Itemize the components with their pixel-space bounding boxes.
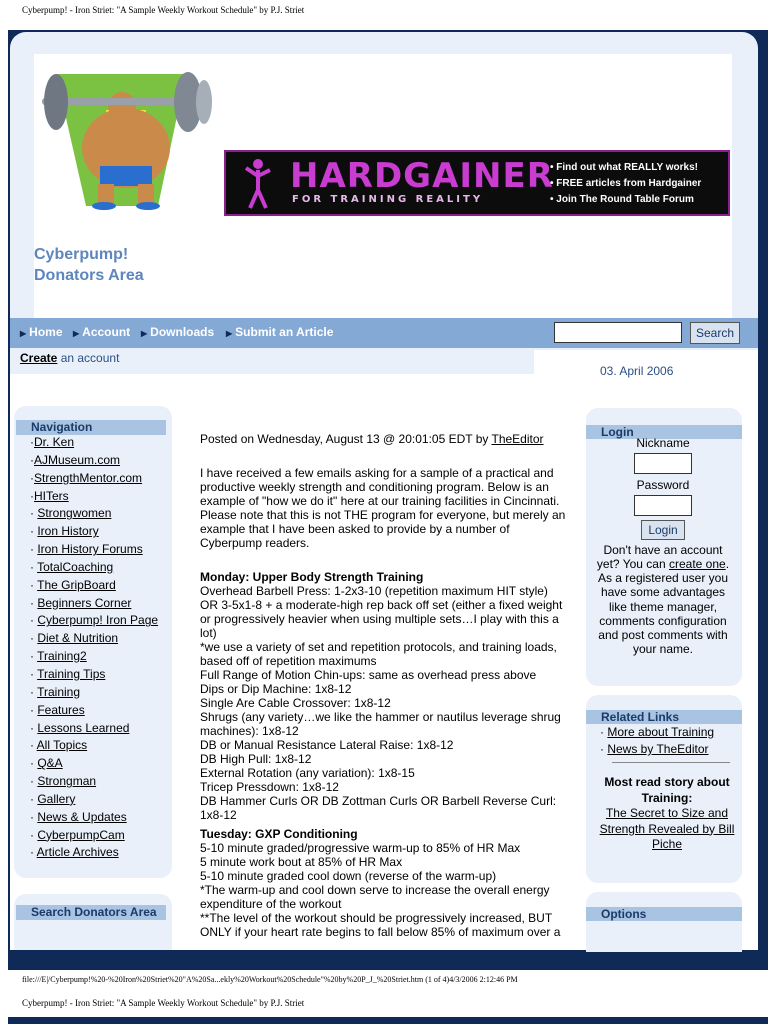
navigation-list (30, 434, 158, 862)
bullet: · (30, 809, 38, 824)
password-input[interactable] (634, 495, 692, 516)
related-link-training[interactable]: More about Training (607, 725, 715, 739)
nav-link-features[interactable]: Features (37, 702, 85, 717)
nav-list-item (30, 827, 158, 845)
ad-bullets (550, 160, 701, 208)
nav-link-all-topics[interactable]: All Topics (36, 738, 88, 753)
page2-frame (8, 1017, 768, 1024)
nav-list-item (30, 844, 158, 862)
options-box (586, 892, 742, 952)
print-header-page2: Cyberpump! - Iron Striet: "A Sample Weekly Workout Schedule" by P.J. Striet (22, 998, 305, 1008)
exercise-line: Single Are Cable Crossover: 1x8-12 (200, 696, 391, 710)
exercise-line: *we use a variety of set and repetition protocols, and training loads, based off of repetition maximums (200, 640, 557, 668)
site-title-line1: Cyberpump! (34, 246, 129, 263)
search-button[interactable]: Search (690, 322, 740, 344)
create-one-link[interactable]: create one (669, 557, 726, 572)
nav-list-item (30, 559, 158, 577)
login-text-before: Don't have an account yet? You can (596, 543, 723, 572)
date-area (534, 350, 758, 406)
exercise-line: Shrugs (any variety…we like the hammer or nautilus leverage shrug machines): 1x8-12 (200, 710, 561, 738)
most-read-story (594, 775, 740, 853)
nav-list-item (30, 577, 158, 595)
nav-link-news-updates[interactable]: News & Updates (37, 809, 127, 824)
search-donators-heading: Search Donators Area (16, 905, 166, 920)
nav-list-item (30, 648, 158, 666)
bullet: · (30, 470, 34, 485)
author-link[interactable]: TheEditor (491, 432, 544, 446)
nav-link-ajmuseum[interactable]: AJMuseum.com (34, 452, 121, 467)
nav-list-item (30, 702, 158, 720)
nickname-input[interactable] (634, 453, 692, 474)
nickname-label: Nickname (636, 436, 690, 450)
nav-link-gripboard[interactable]: The GripBoard (37, 577, 116, 592)
create-account-text (20, 351, 119, 365)
nav-link-iron-history-forums[interactable]: Iron History Forums (37, 542, 143, 557)
exercise-line: DB or Manual Resistance Lateral Raise: 1x8-12 (200, 738, 454, 752)
site-title (34, 244, 144, 286)
arrow-right-icon: ▶ (20, 329, 27, 338)
nav-link-training[interactable]: Training (37, 684, 81, 699)
bullet: · (30, 631, 38, 646)
ad-bullet: • Join The Round Table Forum (550, 194, 694, 205)
bullet: · (30, 595, 38, 610)
nav-list-item (30, 773, 158, 791)
navigation-heading: Navigation (16, 420, 166, 435)
ad-title: HARDGAINER (290, 156, 554, 196)
nav-account[interactable] (73, 325, 130, 339)
bullet: · (30, 791, 38, 806)
nav-list-item (30, 434, 158, 452)
current-date: 03. April 2006 (600, 364, 674, 378)
exercise-line: DB Hammer Curls OR DB Zottman Curls OR Barbell Reverse Curl: 1x8-12 (200, 794, 557, 822)
nav-list-item (30, 595, 158, 613)
login-button[interactable]: Login (641, 520, 685, 540)
bullet: · (30, 845, 37, 860)
bullet: · (30, 684, 38, 699)
related-links-list (600, 724, 714, 758)
bullet: · (30, 738, 37, 753)
nav-submit-label: Submit an Article (235, 325, 334, 339)
nav-list-item (30, 755, 158, 773)
conditioning-line: 5 minute work bout at 85% of HR Max (200, 855, 403, 869)
nav-downloads-label: Downloads (150, 325, 215, 339)
posted-prefix: Posted on Wednesday, August 13 @ 20:01:05 EDT by (200, 432, 492, 446)
page-frame (8, 30, 768, 970)
create-account-rest: an account (57, 351, 120, 365)
create-account-bar (10, 348, 534, 374)
arrow-right-icon: ▶ (73, 329, 80, 338)
nav-list-item (30, 791, 158, 809)
related-link-item: · More about Training (600, 725, 715, 739)
nav-link-cyberpumpcam[interactable]: CyberpumpCam (37, 827, 125, 842)
login-heading: Login (586, 425, 742, 439)
bullet: · (30, 577, 38, 592)
search-donators-box (14, 894, 172, 950)
bullet: · (30, 774, 38, 789)
password-label: Password (636, 478, 690, 493)
login-help-text (594, 543, 732, 656)
bullet: · (30, 827, 38, 842)
nav-link-strengthmentor[interactable]: StrengthMentor.com (34, 470, 143, 485)
search-input[interactable] (554, 322, 682, 343)
article-intro: I have received a few emails asking for a sample of a practical and productive weekly strength and conditioning program. Below is an example of "how we do it" here at our training facilities in Cincinnati. Please note that this is not THE program for everyone, but merely an example that I have been asked to provide by a number of Cyberpump readers. (200, 466, 566, 550)
athlete-figure-icon (238, 156, 278, 212)
nav-link-totalcoaching[interactable]: TotalCoaching (37, 559, 114, 574)
nav-list-item (30, 523, 158, 541)
nav-link-training-tips[interactable]: Training Tips (37, 666, 106, 681)
print-header: Cyberpump! - Iron Striet: "A Sample Weekly Workout Schedule" by P.J. Striet (22, 5, 305, 15)
nav-link-hiters[interactable]: HITers (34, 488, 69, 503)
nav-list-item (30, 541, 158, 559)
login-form (594, 436, 732, 656)
arrow-right-icon: ▶ (226, 329, 233, 338)
nav-list-item (30, 470, 158, 488)
nav-list-item (30, 452, 158, 470)
top-navbar (10, 318, 758, 348)
related-link-news-by-editor[interactable]: News by TheEditor (607, 742, 709, 756)
monday-heading: Monday: Upper Body Strength Training (200, 570, 424, 584)
exercise-line: Overhead Barbell Press: 1-2x3-10 (repetition maximum HIT style) OR 3-5x1-8 + a moderate-high rep back off set (either a fixed weight or progressively heavier when using multiple sets…I play with this a lot) (200, 584, 563, 640)
nav-downloads[interactable] (141, 325, 214, 339)
nav-link-lessons-learned[interactable]: Lessons Learned (37, 720, 130, 735)
most-read-label: Most read story about Training: (604, 775, 730, 805)
ad-subtitle: FOR TRAINING REALITY (292, 194, 484, 205)
ad-bullet: • Find out what REALLY works! (550, 162, 698, 173)
nav-home-label: Home (29, 325, 63, 339)
exercise-line: Full Range of Motion Chin-ups: same as overhead press above (200, 668, 537, 682)
site-title-line2: Donators Area (34, 267, 144, 284)
bullet: · (30, 720, 38, 735)
nav-list-item (30, 505, 158, 523)
nav-list-item (30, 612, 158, 630)
tuesday-heading: Tuesday: GXP Conditioning (200, 827, 358, 841)
nav-link-beginners-corner[interactable]: Beginners Corner (37, 595, 132, 610)
bullet: · (30, 756, 38, 771)
divider (612, 762, 730, 763)
nav-list-item (30, 737, 158, 755)
bullet: · (30, 613, 38, 628)
nav-link-iron-history[interactable]: Iron History (37, 524, 99, 539)
nav-submit-article[interactable] (226, 325, 333, 339)
conditioning-line: 5-10 minute graded cool down (reverse of the warm-up) (200, 869, 497, 883)
options-heading: Options (586, 907, 742, 921)
posted-line (200, 432, 566, 446)
nav-link-diet-nutrition[interactable]: Diet & Nutrition (37, 631, 119, 646)
conditioning-line: **The level of the workout should be progressively increased, BUT ONLY if your heart rate begins to fall below 85% of maximum over a (200, 911, 561, 939)
nav-list-item (30, 720, 158, 738)
bullet: · (30, 666, 38, 681)
print-footer: file:///E|/Cyberpump!%20-%20Iron%20Striet%20"A%20Sa...ekly%20Workout%20Schedule"%20by%20P_J_%20Striet.htm (1 of 4)4/3/2006 2:12:46 PM (22, 975, 518, 984)
conditioning-line: 5-10 minute graded/progressive warm-up to 85% of HR Max (200, 841, 521, 855)
exercise-line: DB High Pull: 1x8-12 (200, 752, 312, 766)
nav-link-strongwomen[interactable]: Strongwomen (37, 506, 112, 521)
bullet: · (30, 542, 38, 557)
create-account-link[interactable]: Create (20, 351, 58, 365)
bullet: · (30, 524, 38, 539)
bodybuilder-logo[interactable] (36, 70, 222, 210)
arrow-right-icon: ▶ (141, 329, 148, 338)
exercise-line: Tricep Pressdown: 1x8-12 (200, 780, 339, 794)
bullet: · (30, 649, 38, 664)
monday-section (200, 570, 566, 822)
exercise-line: Dips or Dip Machine: 1x8-12 (200, 682, 352, 696)
nav-link-dr-ken[interactable]: Dr. Ken (34, 435, 75, 449)
conditioning-line: *The warm-up and cool down serve to increase the overall energy expenditure of the workout (200, 883, 550, 911)
bullet: · (30, 559, 38, 574)
tuesday-section (200, 827, 566, 939)
bullet: · (30, 702, 38, 717)
nav-link-iron-page[interactable]: Cyberpump! Iron Page (37, 613, 159, 628)
bullet: · (30, 506, 38, 521)
ad-bullet: • FREE articles from Hardgainer (550, 178, 702, 189)
exercise-line: External Rotation (any variation): 1x8-15 (200, 766, 415, 780)
bullet: · (30, 488, 34, 503)
nav-home[interactable] (20, 325, 63, 339)
header-banner (34, 54, 732, 320)
nav-account-label: Account (82, 325, 131, 339)
nav-link-training2[interactable]: Training2 (37, 649, 87, 664)
hardgainer-ad[interactable] (224, 150, 730, 216)
login-text-after: . As a registered user you have some advantages like theme manager, comments configuration and post comments with your name. (597, 557, 730, 656)
bullet: · (30, 452, 34, 467)
nav-list-item (30, 666, 158, 684)
most-read-link[interactable]: The Secret to Size and Strength Revealed by Bill Piche (599, 806, 735, 851)
nav-list-item (30, 630, 158, 648)
related-link-item: · News by TheEditor (600, 742, 709, 756)
nav-link-qa[interactable]: Q&A (37, 756, 63, 771)
bullet: · (30, 435, 34, 449)
nav-link-gallery[interactable]: Gallery (37, 791, 76, 806)
nav-list-item (30, 684, 158, 702)
nav-list-item (30, 488, 158, 506)
nav-list-item (30, 809, 158, 827)
nav-link-article-archives[interactable]: Article Archives (36, 845, 119, 860)
nav-link-strongman[interactable]: Strongman (37, 774, 97, 789)
related-links-heading: Related Links (586, 710, 742, 724)
